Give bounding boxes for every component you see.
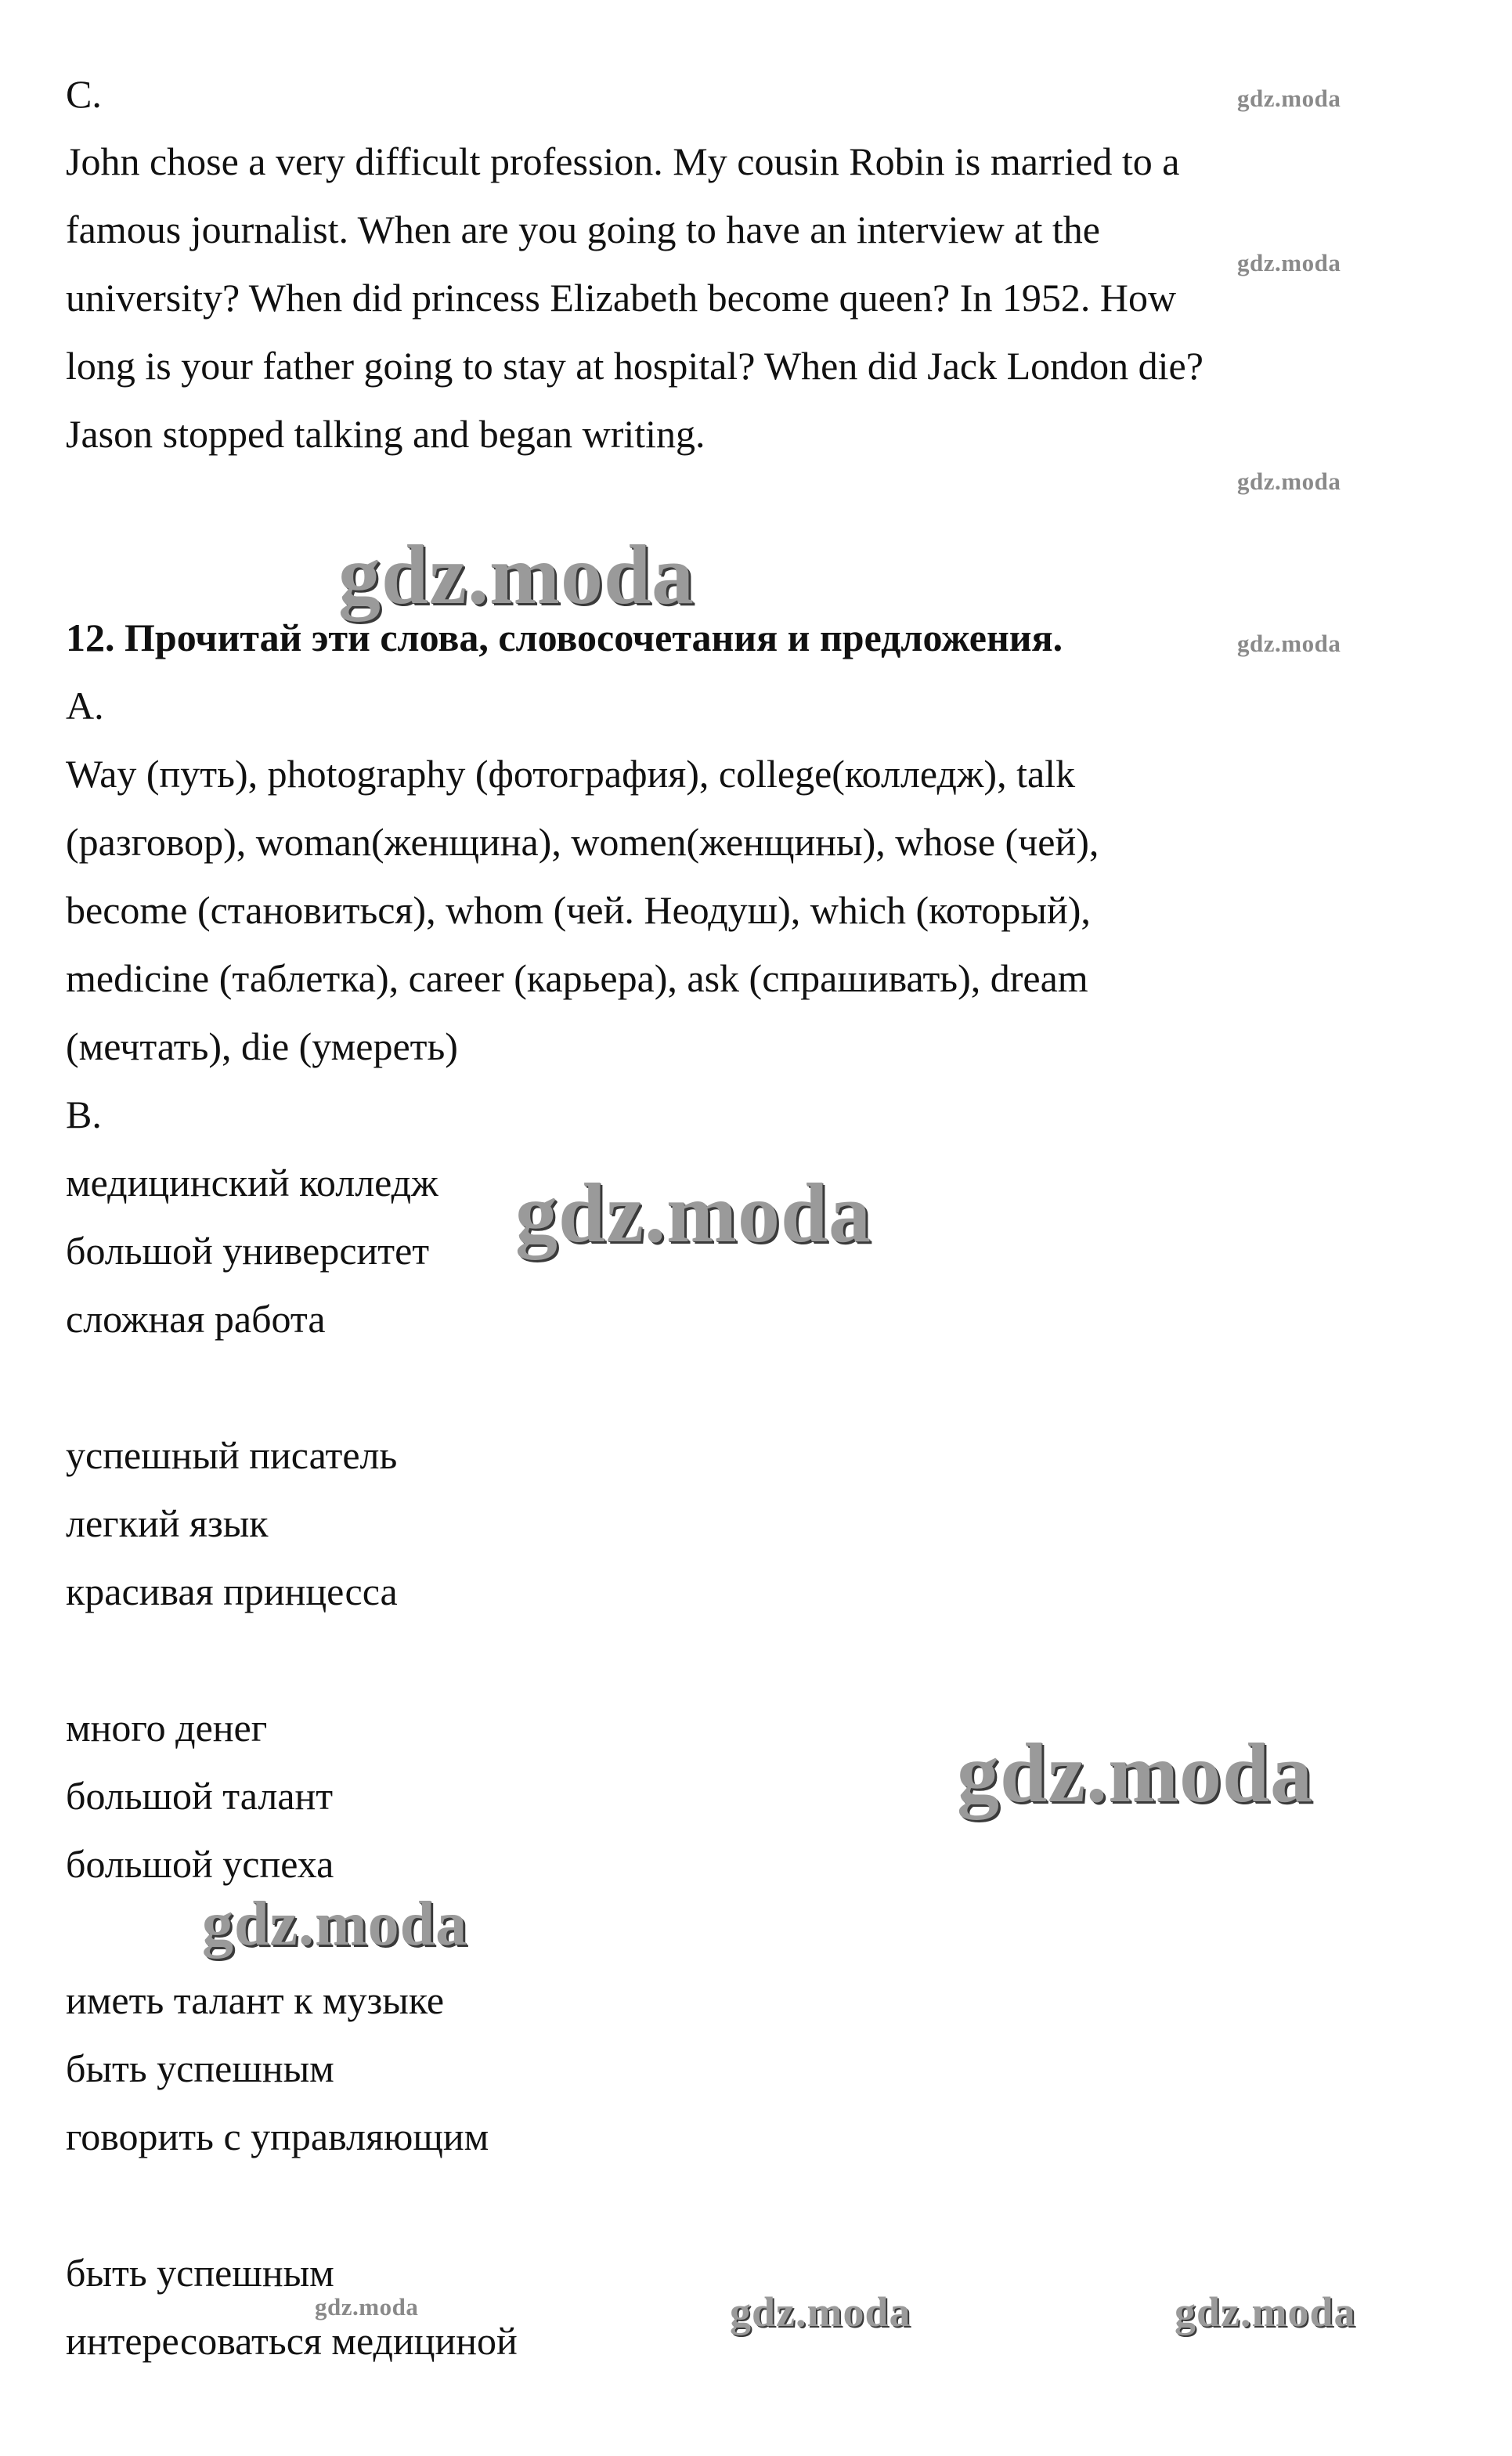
section-c-line: John chose a very difficult profession. My cousin Robin is married to a xyxy=(66,139,1180,183)
section-c-line: university? When did princess Elizabeth become queen? In 1952. How xyxy=(66,276,1177,320)
phrase-item: медицинский колледж xyxy=(66,1161,438,1205)
vocab-line: medicine (таблетка), career (карьера), ask (спрашивать), dream xyxy=(66,956,1088,1000)
vocab-line: Way (путь), photography (фотография), college(колледж), talk xyxy=(66,752,1076,796)
phrase-item: большой талант xyxy=(66,1774,334,1818)
watermark-medium: gdz.moda xyxy=(730,2288,911,2335)
phrase-item: успешный писатель xyxy=(66,1433,398,1477)
phrase-item: легкий язык xyxy=(66,1501,269,1545)
phrase-item: большой университет xyxy=(66,1229,430,1273)
watermark-large: gdz.moda xyxy=(515,1167,872,1260)
watermark-small: gdz.moda xyxy=(315,2293,419,2321)
phrase-item: быть успешным xyxy=(66,2046,334,2090)
exercise-heading: 12. Прочитай эти слова, словосочетания и предложения. xyxy=(66,616,1063,659)
section-c-line: Jason stopped talking and began writing. xyxy=(66,412,705,456)
phrase-item: быть успешным xyxy=(66,2251,334,2295)
watermark-small: gdz.moda xyxy=(1237,468,1341,495)
section-c-line: long is your father going to stay at hospital? When did Jack London die? xyxy=(66,344,1203,388)
watermark-small: gdz.moda xyxy=(1237,249,1341,276)
phrase-item: большой успеха xyxy=(66,1842,334,1886)
phrase-item: много денег xyxy=(66,1706,268,1750)
vocab-line: become (становиться), whom (чей. Неодуш), which (который), xyxy=(66,888,1091,932)
phrase-item: сложная работа xyxy=(66,1297,326,1341)
vocab-line: (разговор), woman(женщина), women(женщины), whose (чей), xyxy=(66,820,1099,864)
phrase-item: красивая принцесса xyxy=(66,1569,398,1613)
section-c-label: C. xyxy=(66,72,102,116)
watermark-small: gdz.moda xyxy=(1237,85,1341,112)
watermark-large: gdz.moda xyxy=(338,529,695,622)
part-a-label: A. xyxy=(66,684,104,728)
phrase-item: иметь талант к музыке xyxy=(66,1978,445,2022)
watermark-small: gdz.moda xyxy=(1237,630,1341,657)
phrase-item: интересоваться медициной xyxy=(66,2319,518,2363)
watermark-large: gdz.moda xyxy=(957,1727,1314,1820)
part-b-label: B. xyxy=(66,1093,102,1136)
section-c-line: famous journalist. When are you going to have an interview at the xyxy=(66,208,1100,251)
vocab-line: (мечтать), die (умереть) xyxy=(66,1024,458,1068)
watermark-medium: gdz.moda xyxy=(1175,2288,1356,2335)
watermark-medium: gdz.moda xyxy=(202,1890,468,1959)
phrase-item: говорить с управляющим xyxy=(66,2115,489,2158)
